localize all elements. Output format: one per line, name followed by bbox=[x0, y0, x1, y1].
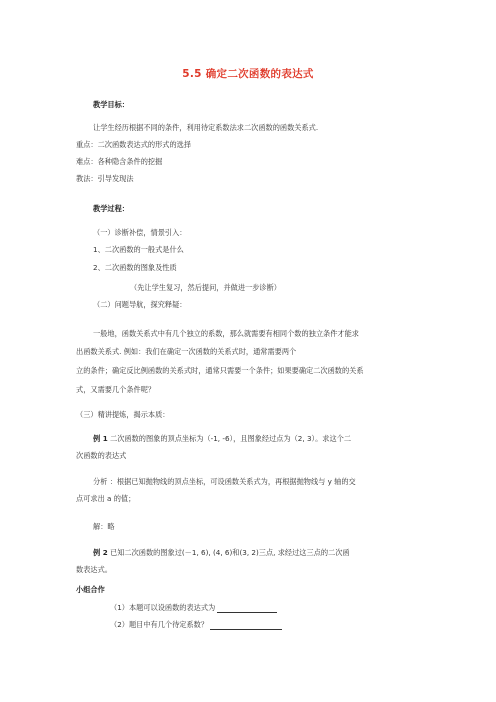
analysis-label: 分析 bbox=[93, 477, 108, 486]
example-two-text: 已知二次函数的图象过(－1, 6), (4, 6)和(3, 2)三点, 求经过这三点的二次函 bbox=[110, 548, 350, 557]
example-two-label: 例 2 bbox=[93, 548, 108, 557]
question-note: （先让学生复习，然后提问，并做进一步诊断） bbox=[130, 283, 281, 292]
group-question-two bbox=[110, 620, 282, 630]
answer-blank bbox=[210, 621, 282, 630]
paragraph-line: 出函数关系式. 例如：我们在确定一次函数的关系式时，通常需要两个 bbox=[76, 347, 297, 356]
paragraph-line: 立的条件；确定反比例函数的关系式时，通常只需要一个条件；如果要确定二次函数的关系 bbox=[76, 366, 364, 375]
example-one-label: 例 1 bbox=[93, 434, 108, 443]
group-question-one bbox=[110, 603, 277, 613]
example-two bbox=[93, 548, 350, 558]
paragraph-line: 式，又需要几个条件呢？ bbox=[76, 385, 156, 394]
question-two: 2、二次函数的图象及性质 bbox=[93, 263, 177, 272]
analysis bbox=[93, 477, 356, 487]
page-title: 5.5 确定二次函数的表达式 bbox=[182, 68, 314, 80]
group-question-one-text: （1）本题可以设函数的表达式为 bbox=[110, 603, 216, 612]
analysis-continued: 点可求出 a 的值； bbox=[76, 494, 136, 503]
objective-heading: 教学目标： bbox=[93, 100, 129, 109]
example-two-continued: 数表达式。 bbox=[76, 565, 112, 574]
answer-blank bbox=[217, 604, 277, 613]
example-one bbox=[93, 434, 351, 444]
example-one-continued: 次函数的表达式 bbox=[76, 451, 127, 460]
difficulty: 难点：各种隐含条件的挖掘 bbox=[76, 157, 163, 166]
question-one: 1、二次函数的一般式是什么 bbox=[93, 245, 184, 254]
teaching-method: 教法：引导发现法 bbox=[76, 174, 134, 183]
key-point: 重点：二次函数表达式的形式的选择 bbox=[76, 140, 192, 149]
step-one-heading: （一）诊断补偿，情景引入： bbox=[93, 228, 187, 237]
step-two-heading: （二）问题导航，探究释疑： bbox=[93, 300, 187, 309]
group-heading: 小组合作 bbox=[76, 585, 105, 594]
analysis-text: ：根据已知抛物线的顶点坐标，可设函数关系式为，再根据抛物线与 y 轴的交 bbox=[109, 477, 356, 486]
paragraph-line: 一般地，函数关系式中有几个独立的系数，那么就需要有相同个数的独立条件才能求 bbox=[93, 329, 359, 338]
example-one-text: 二次函数的图象的顶点坐标为（-1, -6），且图象经过点为（2, 3）。求这个二 bbox=[110, 434, 352, 443]
step-three-heading: （三）精讲提炼，揭示本质： bbox=[76, 410, 170, 419]
group-question-two-text: （2）题目中有几个待定系数？ bbox=[110, 620, 209, 629]
objective-text: 让学生经历根据不同的条件，利用待定系数法求二次函数的函数关系式. bbox=[93, 123, 319, 132]
solution: 解：略 bbox=[93, 522, 115, 531]
process-heading: 教学过程： bbox=[93, 204, 129, 213]
